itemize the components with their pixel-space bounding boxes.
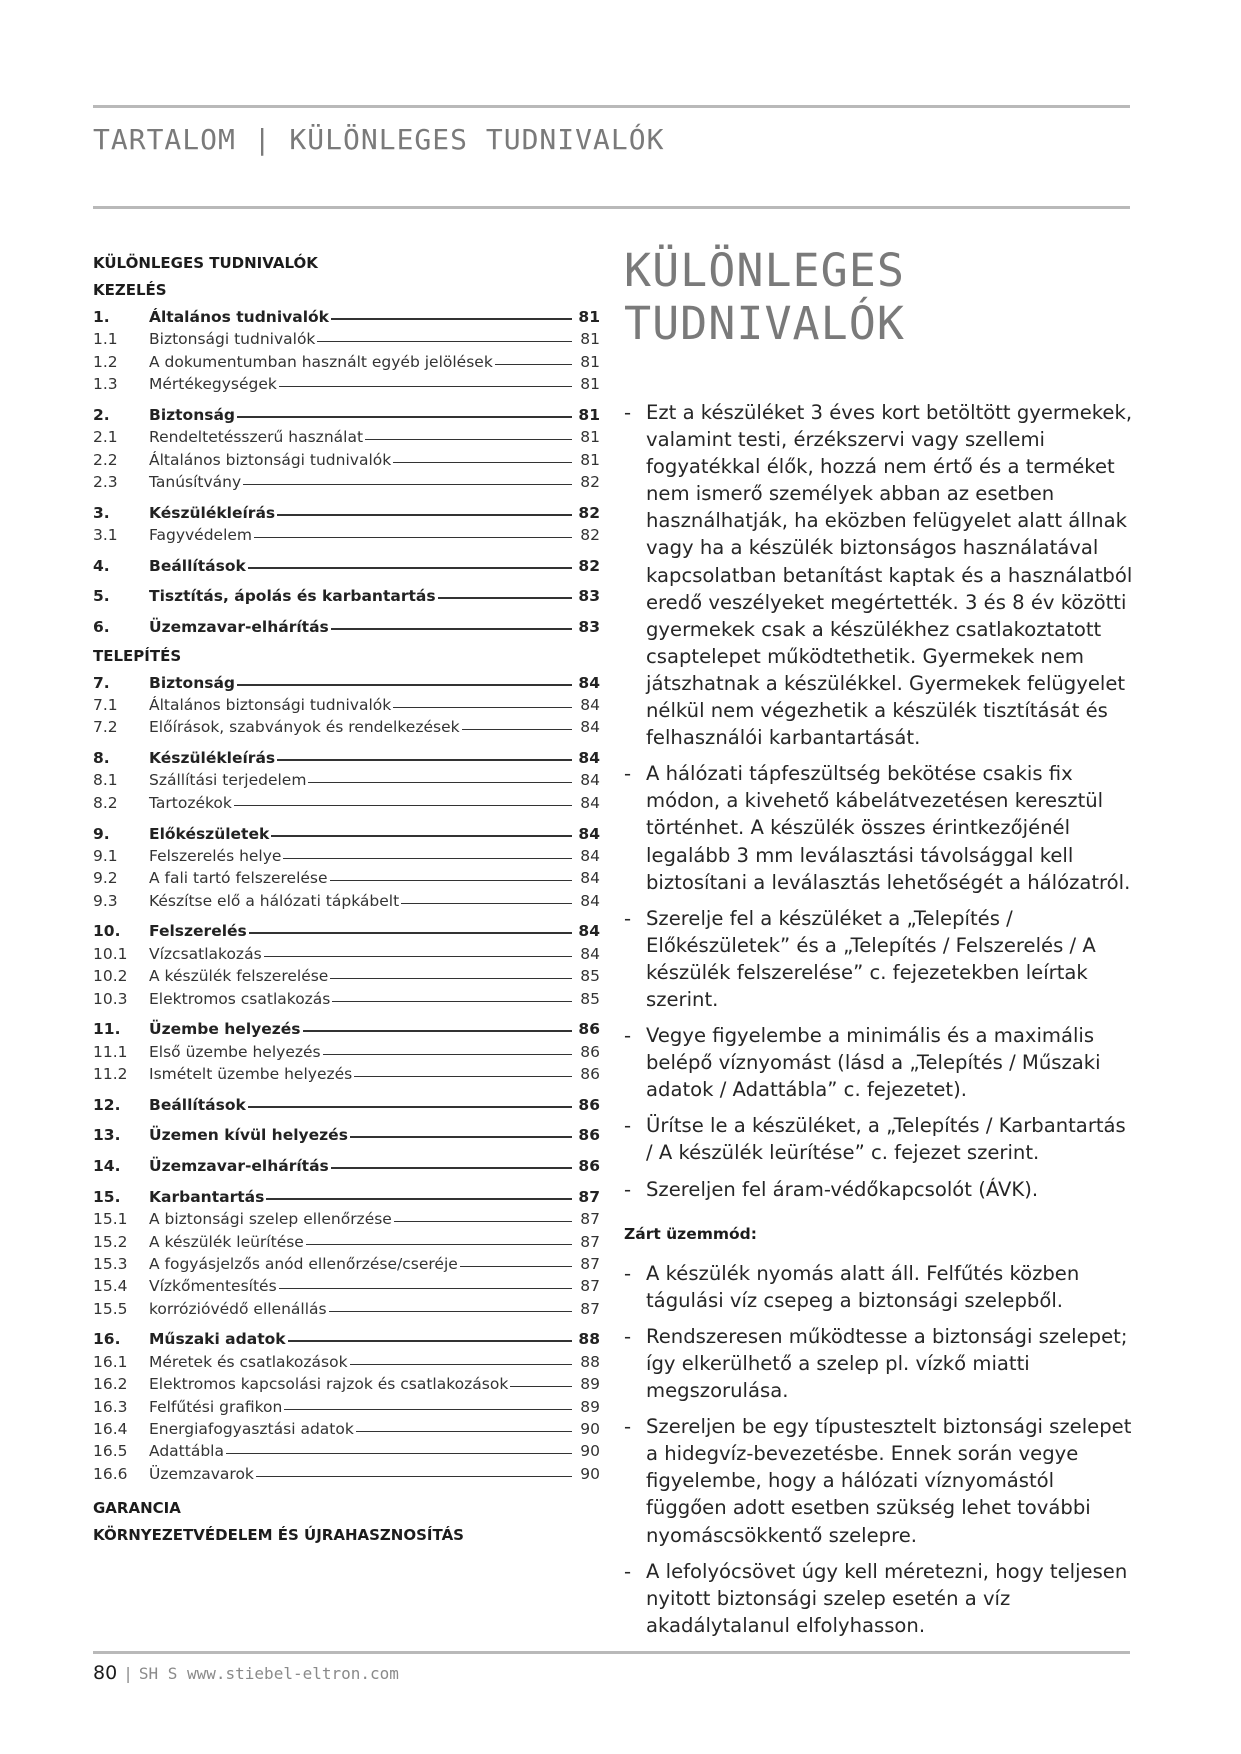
toc-entry[interactable] <box>93 1398 600 1420</box>
toc-entry-number: 3.1 <box>93 526 118 545</box>
toc-entry-page: 87 <box>580 1299 600 1318</box>
toc-leader-line <box>249 932 572 934</box>
toc-entry-page: 90 <box>580 1464 600 1483</box>
toc-entry-number: 7. <box>93 673 110 692</box>
toc-entry[interactable] <box>93 1353 600 1375</box>
toc-entry-page: 87 <box>580 1210 600 1229</box>
bullet-text: Szereljen be egy típustesztelt biztonsági szelepet a hidegvíz-bevezetésbe. Ennek során vegye figyelembe, hogy a hálózati víznyomástól függően adott esetben szükség lehet további nyomáscsökkentő szelepre. <box>646 1415 1132 1547</box>
toc-entry-page: 86 <box>578 1095 600 1114</box>
footer-separator: | <box>123 1664 133 1683</box>
toc-entry-page: 87 <box>580 1277 600 1296</box>
bullet-item <box>624 760 1134 895</box>
toc-entry-page: 82 <box>580 526 600 545</box>
toc-entry-page: 84 <box>580 695 600 714</box>
toc-entry-title: Elektromos kapcsolási rajzok és csatlakozások <box>149 1375 509 1394</box>
footer-text: SH S www.stiebel-eltron.com <box>138 1664 399 1683</box>
toc-leader-line <box>248 1106 572 1108</box>
toc-leader-line <box>354 1076 572 1077</box>
toc-leader-line <box>271 835 572 837</box>
toc-entry-title: Előírások, szabványok és rendelkezések <box>149 718 460 737</box>
toc-entry-number: 11.2 <box>93 1065 128 1083</box>
toc-entry[interactable] <box>93 1210 600 1232</box>
toc-entry-title: Biztonság <box>149 405 236 424</box>
toc-entry-title: Előkészületek <box>149 824 270 843</box>
toc-leader-line <box>279 1288 572 1289</box>
footer-rule <box>93 1651 1130 1654</box>
toc-leader-line <box>264 956 572 957</box>
toc-entry-page: 81 <box>580 450 600 469</box>
toc-leader-line <box>323 1054 572 1055</box>
toc-entry-title: Rendeltetésszerű használat <box>149 428 364 447</box>
toc-leader-line <box>394 1221 572 1222</box>
toc-entry-page: 87 <box>578 1187 600 1206</box>
toc-entry-number: 4. <box>93 556 110 575</box>
toc-leader-line <box>243 484 572 485</box>
bullet-text: Ezt a készüléket 3 éves kort betöltött gyermekek, valamint testi, érzékszervi vagy szellemi fogyatékkal élők, hozzá nem értő és a terméket nem ismerő személyek abban az esetben használhatják, ha eközben felügyelet alatt állnak vagy ha a készülék biztonságos használatával kapcsolatban betanítást kaptak és a használatból eredő veszélyeket megértették. 3 és 8 év közötti gyermekek csak a készülékhez csatlakoztatott csaptelepet működtethetik. Gyermekek nem játszhatnak a készülékkel. Gyermekek felügyelet nélkül nem végezhetik a készülék tisztítását és felhasználói karbantartását. <box>646 401 1133 750</box>
toc-entry-title: Készülékleírás <box>149 503 276 522</box>
toc-leader-line <box>279 386 572 387</box>
toc-entry-number: 8.1 <box>93 771 118 790</box>
toc-entry[interactable] <box>93 330 600 352</box>
toc-entry[interactable] <box>93 1157 600 1179</box>
toc-leader-line <box>331 318 572 320</box>
toc-entry-page: 84 <box>580 891 600 910</box>
toc-entry-number: 16.3 <box>93 1397 128 1416</box>
table-of-contents <box>93 254 600 1553</box>
toc-leader-line <box>248 567 572 569</box>
bullet-item <box>624 1413 1134 1548</box>
toc-entry-title: Általános biztonsági tudnivalók <box>149 450 392 469</box>
toc-entry[interactable] <box>93 353 600 375</box>
toc-entry-page: 84 <box>580 718 600 737</box>
toc-entry-number: 2. <box>93 405 110 424</box>
toc-entry[interactable] <box>93 308 600 330</box>
toc-entry-title: Készítse elő a hálózati tápkábelt <box>149 891 400 910</box>
footer <box>93 1662 399 1684</box>
toc-leader-line <box>510 1386 572 1387</box>
toc-heading: KEZELÉS <box>93 281 167 299</box>
bullet-dash: - <box>624 762 632 786</box>
toc-entry-page: 86 <box>578 1020 600 1039</box>
bullet-text: Szereljen fel áram-védőkapcsolót (ÁVK). <box>646 1177 1039 1201</box>
toc-leader-line <box>350 1364 572 1365</box>
toc-entry[interactable] <box>93 967 600 989</box>
toc-entry-page: 84 <box>580 846 600 865</box>
bullet-item <box>624 1558 1134 1639</box>
toc-entry-title: A készülék felszerelése <box>149 967 329 986</box>
toc-entry-title: Elektromos csatlakozás <box>149 989 331 1008</box>
toc-entry-number: 16.6 <box>93 1464 128 1483</box>
toc-entry-page: 82 <box>578 503 600 522</box>
toc-leader-line <box>329 1311 572 1312</box>
toc-entry[interactable] <box>93 1375 600 1397</box>
toc-entry-page: 83 <box>578 587 600 606</box>
toc-leader-line <box>284 1409 572 1410</box>
bullet-text: Szerelje fel a készüléket a „Telepítés / Előkészületek” és a „Telepítés / Felszerelés / A készülék felszerelése” c. fejezetekben leírtak szerint. <box>646 906 1096 1011</box>
toc-leader-line <box>393 707 572 708</box>
toc-leader-line <box>303 1030 572 1032</box>
bullet-dash: - <box>624 1415 632 1439</box>
toc-entry-title: A dokumentumban használt egyéb jelölések <box>149 352 493 371</box>
toc-entry-title: Felszerelés helye <box>149 846 282 865</box>
toc-heading: KÖRNYEZETVÉDELEM ÉS ÚJRAHASZNOSÍTÁS <box>93 1526 464 1545</box>
toc-leader-line <box>350 1136 572 1138</box>
toc-entry-number: 15.1 <box>93 1210 128 1229</box>
toc-entry-title: Üzemen kívül helyezés <box>149 1126 348 1145</box>
bullet-text: A készülék nyomás alatt áll. Felfűtés közben tágulási víz csepeg a biztonsági szelepből. <box>646 1261 1080 1312</box>
toc-entry-title: Mértékegységek <box>149 375 277 394</box>
toc-entry-title: Ismételt üzembe helyezés <box>149 1065 353 1083</box>
toc-entry[interactable] <box>93 557 600 579</box>
toc-leader-line <box>288 1340 572 1342</box>
toc-entry-number: 3. <box>93 503 110 522</box>
toc-entry-title: Üzemzavarok <box>149 1464 254 1483</box>
bullet-item <box>624 1022 1134 1103</box>
toc-entry-title: Műszaki adatok <box>149 1330 286 1349</box>
toc-entry-title: Biztonsági tudnivalók <box>149 330 316 349</box>
toc-entry-title: Energiafogyasztási adatok <box>149 1419 354 1438</box>
bullet-text: Ürítse le a készüléket, a „Telepítés / Karbantartás / A készülék leürítése” c. fejezet szerint. <box>646 1114 1126 1165</box>
toc-entry-page: 84 <box>580 771 600 790</box>
toc-entry-page: 82 <box>578 556 600 575</box>
toc-leader-line <box>365 439 572 440</box>
toc-entry-number: 11.1 <box>93 1042 128 1061</box>
toc-entry[interactable] <box>93 1065 600 1087</box>
toc-entry-number: 13. <box>93 1126 121 1145</box>
toc-entry-title: Általános biztonsági tudnivalók <box>149 695 392 714</box>
toc-leader-line <box>438 597 572 599</box>
toc-entry-number: 9. <box>93 824 110 843</box>
toc-entry-page: 89 <box>580 1375 600 1394</box>
section-title-line: TUDNIVALÓK <box>624 297 905 350</box>
bullet-item <box>624 1323 1134 1404</box>
toc-entry-number: 15. <box>93 1187 121 1206</box>
toc-leader-line <box>330 880 572 881</box>
toc-entry-number: 9.2 <box>93 869 118 888</box>
section-title <box>624 244 905 350</box>
toc-entry-title: Üzemzavar-elhárítás <box>149 618 329 637</box>
toc-entry[interactable] <box>93 1188 600 1210</box>
toc-entry-title: A biztonsági szelep ellenőrzése <box>149 1210 392 1229</box>
toc-entry-page: 86 <box>580 1065 600 1083</box>
toc-entry[interactable] <box>93 1420 600 1442</box>
toc-entry[interactable] <box>93 945 600 967</box>
toc-entry-title: Üzembe helyezés <box>149 1020 301 1039</box>
toc-entry-page: 87 <box>580 1232 600 1251</box>
bullet-item <box>624 905 1134 1013</box>
toc-entry-page: 86 <box>580 1042 600 1061</box>
toc-entry-number: 1.1 <box>93 330 118 349</box>
running-header: TARTALOM | KÜLÖNLEGES TUDNIVALÓK <box>93 123 665 156</box>
toc-entry-number: 7.1 <box>93 695 118 714</box>
toc-entry-number: 16.2 <box>93 1375 128 1394</box>
toc-entry-page: 84 <box>580 793 600 812</box>
toc-entry-title: Üzemzavar-elhárítás <box>149 1157 329 1176</box>
toc-entry-page: 84 <box>580 944 600 963</box>
toc-entry-number: 12. <box>93 1095 121 1114</box>
header-top-rule <box>93 105 1130 108</box>
toc-leader-line <box>306 1244 572 1245</box>
toc-entry[interactable] <box>93 1020 600 1042</box>
bullet-text: Rendszeresen működtesse a biztonsági szelepet; így elkerülhető a szelep pl. vízkő miatti megszorulása. <box>646 1324 1128 1403</box>
toc-entry[interactable] <box>93 990 600 1012</box>
bullet-text: A lefolyócsövet úgy kell méretezni, hogy teljesen nyitott biztonsági szelep esetén a víz akadálytalanul elfolyhasson. <box>646 1559 1128 1637</box>
toc-leader-line <box>254 537 572 538</box>
toc-entry-title: Karbantartás <box>149 1187 265 1206</box>
toc-entry-number: 15.5 <box>93 1299 128 1318</box>
toc-entry-page: 81 <box>578 308 600 326</box>
toc-entry[interactable] <box>93 618 600 640</box>
toc-entry-number: 1.3 <box>93 375 118 394</box>
toc-entry-number: 6. <box>93 618 110 637</box>
toc-leader-line <box>460 1266 572 1267</box>
toc-heading: KÜLÖNLEGES TUDNIVALÓK <box>93 254 318 272</box>
toc-entry-title: Beállítások <box>149 1095 246 1114</box>
toc-leader-line <box>266 1198 572 1200</box>
toc-entry-page: 84 <box>578 824 600 843</box>
toc-leader-line <box>401 903 572 904</box>
closed-mode-heading: Zárt üzemmód: <box>624 1224 757 1243</box>
toc-entry[interactable] <box>93 526 600 548</box>
toc-entry-title: Készülékleírás <box>149 749 276 768</box>
toc-entry[interactable] <box>93 473 600 495</box>
toc-entry-page: 86 <box>578 1157 600 1176</box>
toc-heading: GARANCIA <box>93 1499 181 1518</box>
toc-leader-line <box>237 684 572 686</box>
toc-entry[interactable] <box>93 674 600 696</box>
toc-entry-page: 81 <box>580 330 600 349</box>
toc-entry-title: Első üzembe helyezés <box>149 1042 321 1061</box>
toc-entry-title: Általános tudnivalók <box>149 308 329 326</box>
toc-entry-number: 7.2 <box>93 718 118 737</box>
bullet-dash: - <box>624 1177 632 1201</box>
toc-entry-number: 1.2 <box>93 352 118 371</box>
toc-entry-page: 84 <box>578 922 600 941</box>
toc-entry-title: Fagyvédelem <box>149 526 253 545</box>
toc-entry[interactable] <box>93 825 600 847</box>
toc-entry-title: Adattábla <box>149 1442 224 1461</box>
toc-entry[interactable] <box>93 1043 600 1065</box>
bullet-dash: - <box>624 1261 632 1285</box>
toc-entry-title: Tanúsítvány <box>149 473 242 492</box>
toc-entry[interactable] <box>93 1330 600 1352</box>
toc-leader-line <box>277 514 572 516</box>
toc-entry[interactable] <box>93 587 600 609</box>
bullet-item <box>624 1112 1134 1166</box>
page-number: 80 <box>93 1662 118 1684</box>
toc-entry[interactable] <box>93 451 600 473</box>
toc-leader-line <box>330 978 572 979</box>
toc-entry-page: 88 <box>578 1330 600 1349</box>
toc-entry[interactable] <box>93 718 600 740</box>
toc-entry-page: 84 <box>578 673 600 692</box>
toc-entry-title: Tisztítás, ápolás és karbantartás <box>149 587 436 606</box>
bullet-item <box>624 1260 1134 1314</box>
toc-entry[interactable] <box>93 1277 600 1299</box>
bullet-dash: - <box>624 1559 632 1583</box>
toc-entry[interactable] <box>93 892 600 914</box>
toc-entry-page: 81 <box>580 428 600 447</box>
toc-leader-line <box>462 729 572 730</box>
toc-entry[interactable] <box>93 922 600 944</box>
toc-entry-number: 16.1 <box>93 1352 128 1371</box>
toc-entry[interactable] <box>93 794 600 816</box>
toc-entry-number: 2.2 <box>93 450 118 469</box>
bullet-text: Vegye figyelembe a minimális és a maximális belépő víznyomást (lásd a „Telepítés / Műszaki adatok / Adattábla” c. fejezetet). <box>646 1024 1101 1102</box>
toc-entry[interactable] <box>93 428 600 450</box>
toc-entry-page: 89 <box>580 1397 600 1416</box>
toc-entry[interactable] <box>93 504 600 526</box>
toc-entry-number: 10.3 <box>93 989 128 1008</box>
toc-entry-page: 87 <box>580 1254 600 1273</box>
toc-entry[interactable] <box>93 1300 600 1322</box>
toc-entry-number: 2.1 <box>93 428 118 447</box>
toc-entry-page: 90 <box>580 1442 600 1461</box>
toc-entry-number: 10.2 <box>93 967 128 986</box>
toc-entry-title: Felfűtési grafikon <box>149 1397 283 1416</box>
toc-entry-page: 81 <box>580 375 600 394</box>
toc-leader-line <box>283 858 572 859</box>
toc-entry[interactable] <box>93 1233 600 1255</box>
toc-entry-number: 16. <box>93 1330 121 1349</box>
bullet-dash: - <box>624 401 632 424</box>
toc-entry-title: Szállítási terjedelem <box>149 771 307 790</box>
toc-leader-line <box>356 1431 572 1432</box>
toc-entry[interactable] <box>93 406 600 428</box>
toc-entry-number: 15.4 <box>93 1277 128 1296</box>
bullet-dash: - <box>624 1114 632 1138</box>
toc-entry-page: 83 <box>578 618 600 637</box>
toc-leader-line <box>256 1476 572 1477</box>
toc-leader-line <box>331 1167 572 1169</box>
toc-leader-line <box>331 628 572 630</box>
toc-leader-line <box>237 416 572 418</box>
toc-entry-page: 88 <box>580 1352 600 1371</box>
toc-entry[interactable] <box>93 847 600 869</box>
toc-entry-title: Beállítások <box>149 556 246 575</box>
toc-leader-line <box>332 1001 572 1002</box>
toc-entry[interactable] <box>93 771 600 793</box>
toc-entry-page: 84 <box>580 869 600 888</box>
toc-entry-title: Vízkőmentesítés <box>149 1277 277 1296</box>
toc-entry-title: Méretek és csatlakozások <box>149 1352 348 1371</box>
toc-leader-line <box>317 341 572 342</box>
toc-entry-page: 81 <box>580 352 600 371</box>
toc-entry-number: 8.2 <box>93 793 118 812</box>
bullet-dash: - <box>624 906 632 930</box>
header-bottom-rule <box>93 206 1130 209</box>
bullet-dash: - <box>624 1024 632 1048</box>
toc-entry-number: 14. <box>93 1157 121 1176</box>
toc-entry-number: 8. <box>93 749 110 768</box>
toc-entry-title: korrózióvédő ellenállás <box>149 1299 327 1318</box>
safety-notes <box>624 399 1134 1648</box>
toc-entry-number: 10. <box>93 922 121 941</box>
toc-entry-page: 85 <box>580 967 600 986</box>
toc-entry-number: 1. <box>93 308 110 326</box>
toc-entry-title: A fogyásjelzős anód ellenőrzése/cseréje <box>149 1254 458 1273</box>
toc-entry-page: 84 <box>578 749 600 768</box>
toc-entry-page: 85 <box>580 989 600 1008</box>
toc-leader-line <box>393 462 572 463</box>
toc-leader-line <box>308 782 572 783</box>
toc-entry-page: 90 <box>580 1419 600 1438</box>
toc-leader-line <box>277 759 572 761</box>
toc-entry-page: 86 <box>578 1126 600 1145</box>
toc-entry[interactable] <box>93 869 600 891</box>
toc-entry[interactable] <box>93 1465 600 1487</box>
toc-entry[interactable] <box>93 1096 600 1118</box>
toc-entry[interactable] <box>93 1126 600 1148</box>
bullet-item <box>624 399 1134 751</box>
toc-leader-line <box>226 1453 572 1454</box>
toc-entry-title: Vízcsatlakozás <box>149 944 262 963</box>
toc-entry-number: 16.4 <box>93 1419 128 1438</box>
toc-entry-number: 9.3 <box>93 891 118 910</box>
bullet-dash: - <box>624 1324 632 1348</box>
bullet-item <box>624 1176 1134 1203</box>
toc-entry-number: 15.2 <box>93 1232 128 1251</box>
toc-entry-number: 11. <box>93 1020 121 1039</box>
toc-entry-title: A fali tartó felszerelése <box>149 869 328 888</box>
toc-entry-title: Biztonság <box>149 673 236 692</box>
toc-entry-number: 5. <box>93 587 110 606</box>
toc-heading: TELEPÍTÉS <box>93 646 182 665</box>
bullet-text: A hálózati tápfeszültség bekötése csakis fix módon, a kivehető kábelátvezetésen keresztül történhet. A készülék összes érintkezőjénél legalább 3 mm leválasztási távolsággal kell biztosítani a leválasztás lehetőségét a hálózatról. <box>646 762 1131 894</box>
section-title-line: KÜLÖNLEGES <box>624 244 905 297</box>
toc-entry-number: 10.1 <box>93 944 128 963</box>
toc-entry[interactable] <box>93 696 600 718</box>
toc-entry-number: 16.5 <box>93 1442 128 1461</box>
toc-entry[interactable] <box>93 1442 600 1464</box>
toc-entry-page: 82 <box>580 473 600 492</box>
toc-entry[interactable] <box>93 749 600 771</box>
toc-entry[interactable] <box>93 375 600 397</box>
toc-entry-title: Tartozékok <box>149 793 232 812</box>
toc-entry[interactable] <box>93 1255 600 1277</box>
toc-leader-line <box>234 805 572 806</box>
toc-entry-number: 9.1 <box>93 846 118 865</box>
toc-entry-page: 81 <box>578 405 600 424</box>
toc-leader-line <box>495 364 572 365</box>
toc-entry-number: 15.3 <box>93 1254 128 1273</box>
toc-entry-title: A készülék leürítése <box>149 1232 304 1251</box>
toc-entry-title: Felszerelés <box>149 922 247 941</box>
toc-entry-number: 2.3 <box>93 473 118 492</box>
